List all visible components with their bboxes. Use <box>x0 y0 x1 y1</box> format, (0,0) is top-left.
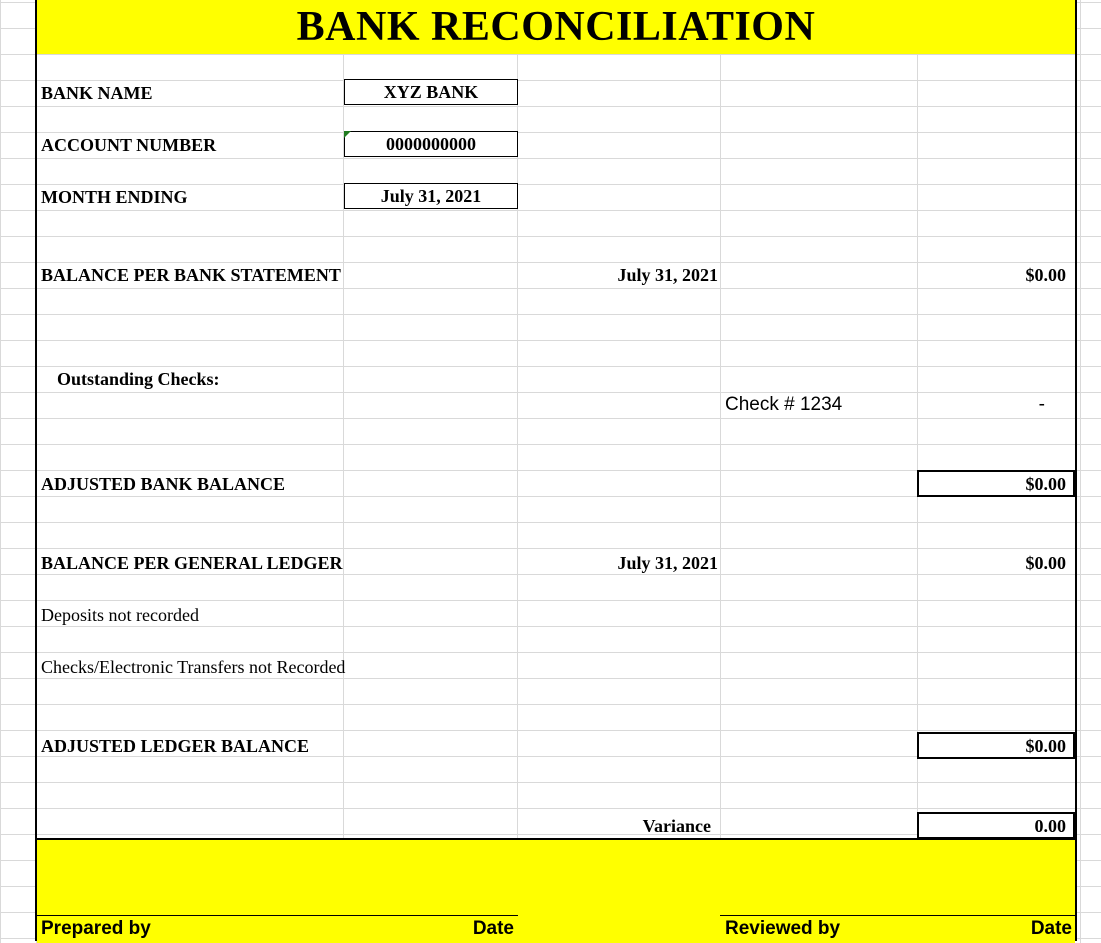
spreadsheet-sheet <box>35 0 1077 941</box>
account-number-cell[interactable]: 0000000000 <box>344 131 518 157</box>
adjusted-bank-amount[interactable]: $0.00 <box>917 470 1075 497</box>
column-divider <box>917 54 918 838</box>
outstanding-checks-label: Outstanding Checks: <box>57 369 220 389</box>
account-number-label: ACCOUNT NUMBER <box>41 135 217 155</box>
bank-statement-date[interactable]: July 31, 2021 <box>617 265 718 285</box>
column-divider <box>720 54 721 838</box>
adjusted-bank-label: ADJUSTED BANK BALANCE <box>41 474 286 494</box>
column-divider <box>343 54 344 838</box>
general-ledger-amount[interactable]: $0.00 <box>1025 553 1066 573</box>
general-ledger-label: BALANCE PER GENERAL LEDGER <box>41 553 343 573</box>
title-banner <box>37 0 1075 54</box>
cell-comment-indicator <box>344 131 351 138</box>
general-ledger-date[interactable]: July 31, 2021 <box>617 553 718 573</box>
bank-statement-amount[interactable]: $0.00 <box>1025 265 1066 285</box>
column-divider <box>517 54 518 838</box>
month-ending-cell[interactable]: July 31, 2021 <box>344 183 518 209</box>
deposits-not-recorded-label: Deposits not recorded <box>41 605 199 625</box>
check-number-cell[interactable]: Check # 1234 <box>725 394 843 415</box>
bank-name-label: BANK NAME <box>41 83 153 103</box>
check-amount-cell[interactable]: - <box>1038 394 1045 415</box>
signature-banner <box>37 838 1075 943</box>
checks-not-recorded-label: Checks/Electronic Transfers not Recorded <box>41 657 346 677</box>
prepared-by-label: Prepared by <box>41 918 151 939</box>
prepared-date-label: Date <box>472 918 514 939</box>
variance-amount[interactable]: 0.00 <box>917 812 1075 839</box>
reviewed-by-label: Reviewed by <box>725 918 841 939</box>
adjusted-ledger-amount[interactable]: $0.00 <box>917 732 1075 759</box>
bank-statement-label: BALANCE PER BANK STATEMENT <box>41 265 341 285</box>
bank-name-cell[interactable]: XYZ BANK <box>344 79 518 105</box>
month-ending-label: MONTH ENDING <box>41 187 188 207</box>
variance-label: Variance <box>642 816 711 836</box>
page-title: BANK RECONCILIATION <box>296 4 816 50</box>
adjusted-ledger-label: ADJUSTED LEDGER BALANCE <box>41 736 310 756</box>
reviewed-date-label: Date <box>1030 918 1072 939</box>
